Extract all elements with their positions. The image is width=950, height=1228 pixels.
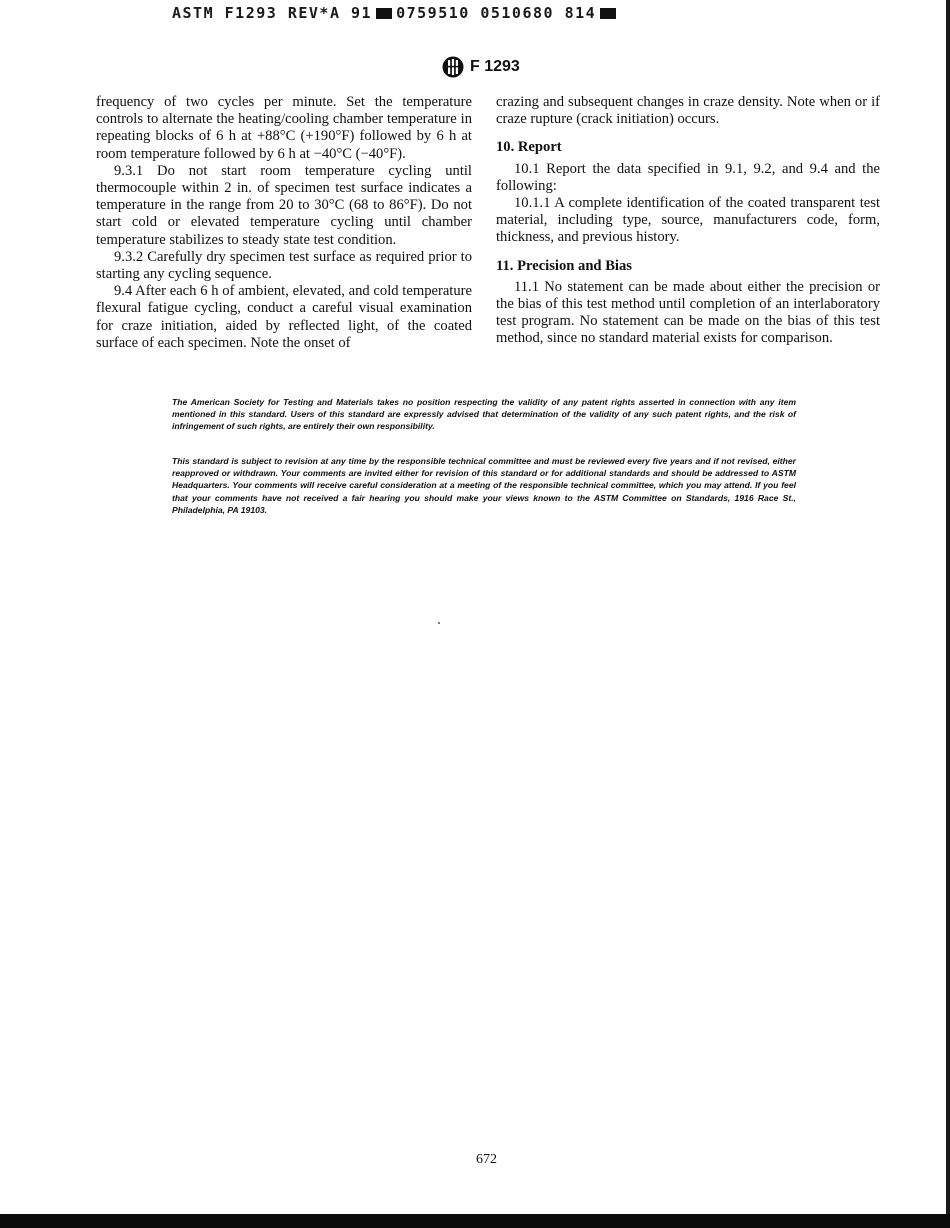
standard-designation xyxy=(442,56,520,78)
page-number: 672 xyxy=(476,1152,497,1167)
designation-text: F 1293 xyxy=(470,58,520,75)
scan-speck xyxy=(438,622,440,624)
left-column xyxy=(96,94,472,352)
astm-logo-icon xyxy=(442,56,464,78)
scan-header-codes: 0759510 0510680 814 xyxy=(396,4,597,22)
section-11-1: 11.1 No statement can be made about either the precision or the bias of this test method until completion of an interlaboratory test program. No statement can be made on the bias of this test method, since no standard material exists for comparison. xyxy=(496,278,880,347)
scan-edge-shadow xyxy=(946,0,950,1228)
patent-notice: The American Society for Testing and Materials takes no position respecting the validity of any patent rights asserted in connection with any item mentioned in this standard. Users of this standard are expressly advised that determination of the validity of any such patent rights, and the risk of infringement of such rights, are entirely their own responsibility. xyxy=(172,397,796,432)
paragraph: crazing and subsequent changes in craze density. Note when or if craze rupture (crack initiation) occurs. xyxy=(496,94,880,128)
scan-header-prefix: ASTM F1293 REV*A 91 xyxy=(172,4,373,22)
scan-bottom-band xyxy=(0,1214,950,1228)
heading-report: 10. Report xyxy=(496,139,562,156)
scan-header-line xyxy=(172,4,620,22)
heading-precision-bias: 11. Precision and Bias xyxy=(496,257,632,274)
scan-mark-block xyxy=(376,8,392,19)
section-10-1-1: 10.1.1 A complete identification of the coated transparent test material, including type, source, manufacturers code, form, thickness, and previous history. xyxy=(496,195,880,246)
section-9-3-1: 9.3.1 Do not start room temperature cycling until thermocouple within 2 in. of specimen test surface indicates a temperature in the range from 20 to 30°C (68 to 86°F). Do not start cold or elevated temperature cycling until chamber temperature stabilizes to steady state test condition. xyxy=(96,162,472,248)
section-9-3-2: 9.3.2 Carefully dry specimen test surface as required prior to starting any cycling sequence. xyxy=(96,248,472,283)
section-10-1: 10.1 Report the data specified in 9.1, 9.2, and 9.4 and the following: xyxy=(496,160,880,194)
right-column xyxy=(496,94,880,348)
scan-mark-block xyxy=(600,8,616,19)
paragraph: frequency of two cycles per minute. Set the temperature controls to alternate the heating/cooling chamber temperature in repeating blocks of 6 h at +88°C (+190°F) followed by 6 h at room temperature followed by 6 h at −40°C (−40°F). xyxy=(96,94,472,162)
revision-notice: This standard is subject to revision at any time by the responsible technical committee and must be reviewed every five years and if not revised, either reapproved or withdrawn. Your comments are invited either for revision of this standard or for additional standards and should be addressed to ASTM Headquarters. Your comments will receive careful consideration at a meeting of the responsible technical committee, which you may attend. If you feel that your comments have not received a fair hearing you should make your views known to the ASTM Committee on Standards, 1916 Race St., Philadelphia, PA 19103. xyxy=(172,456,796,515)
section-9-4: 9.4 After each 6 h of ambient, elevated, and cold temperature flexural fatigue cycling, conduct a careful visual examination for craze initiation, aided by reflected light, of the coated surface of each specimen. Note the onset of xyxy=(96,283,472,351)
